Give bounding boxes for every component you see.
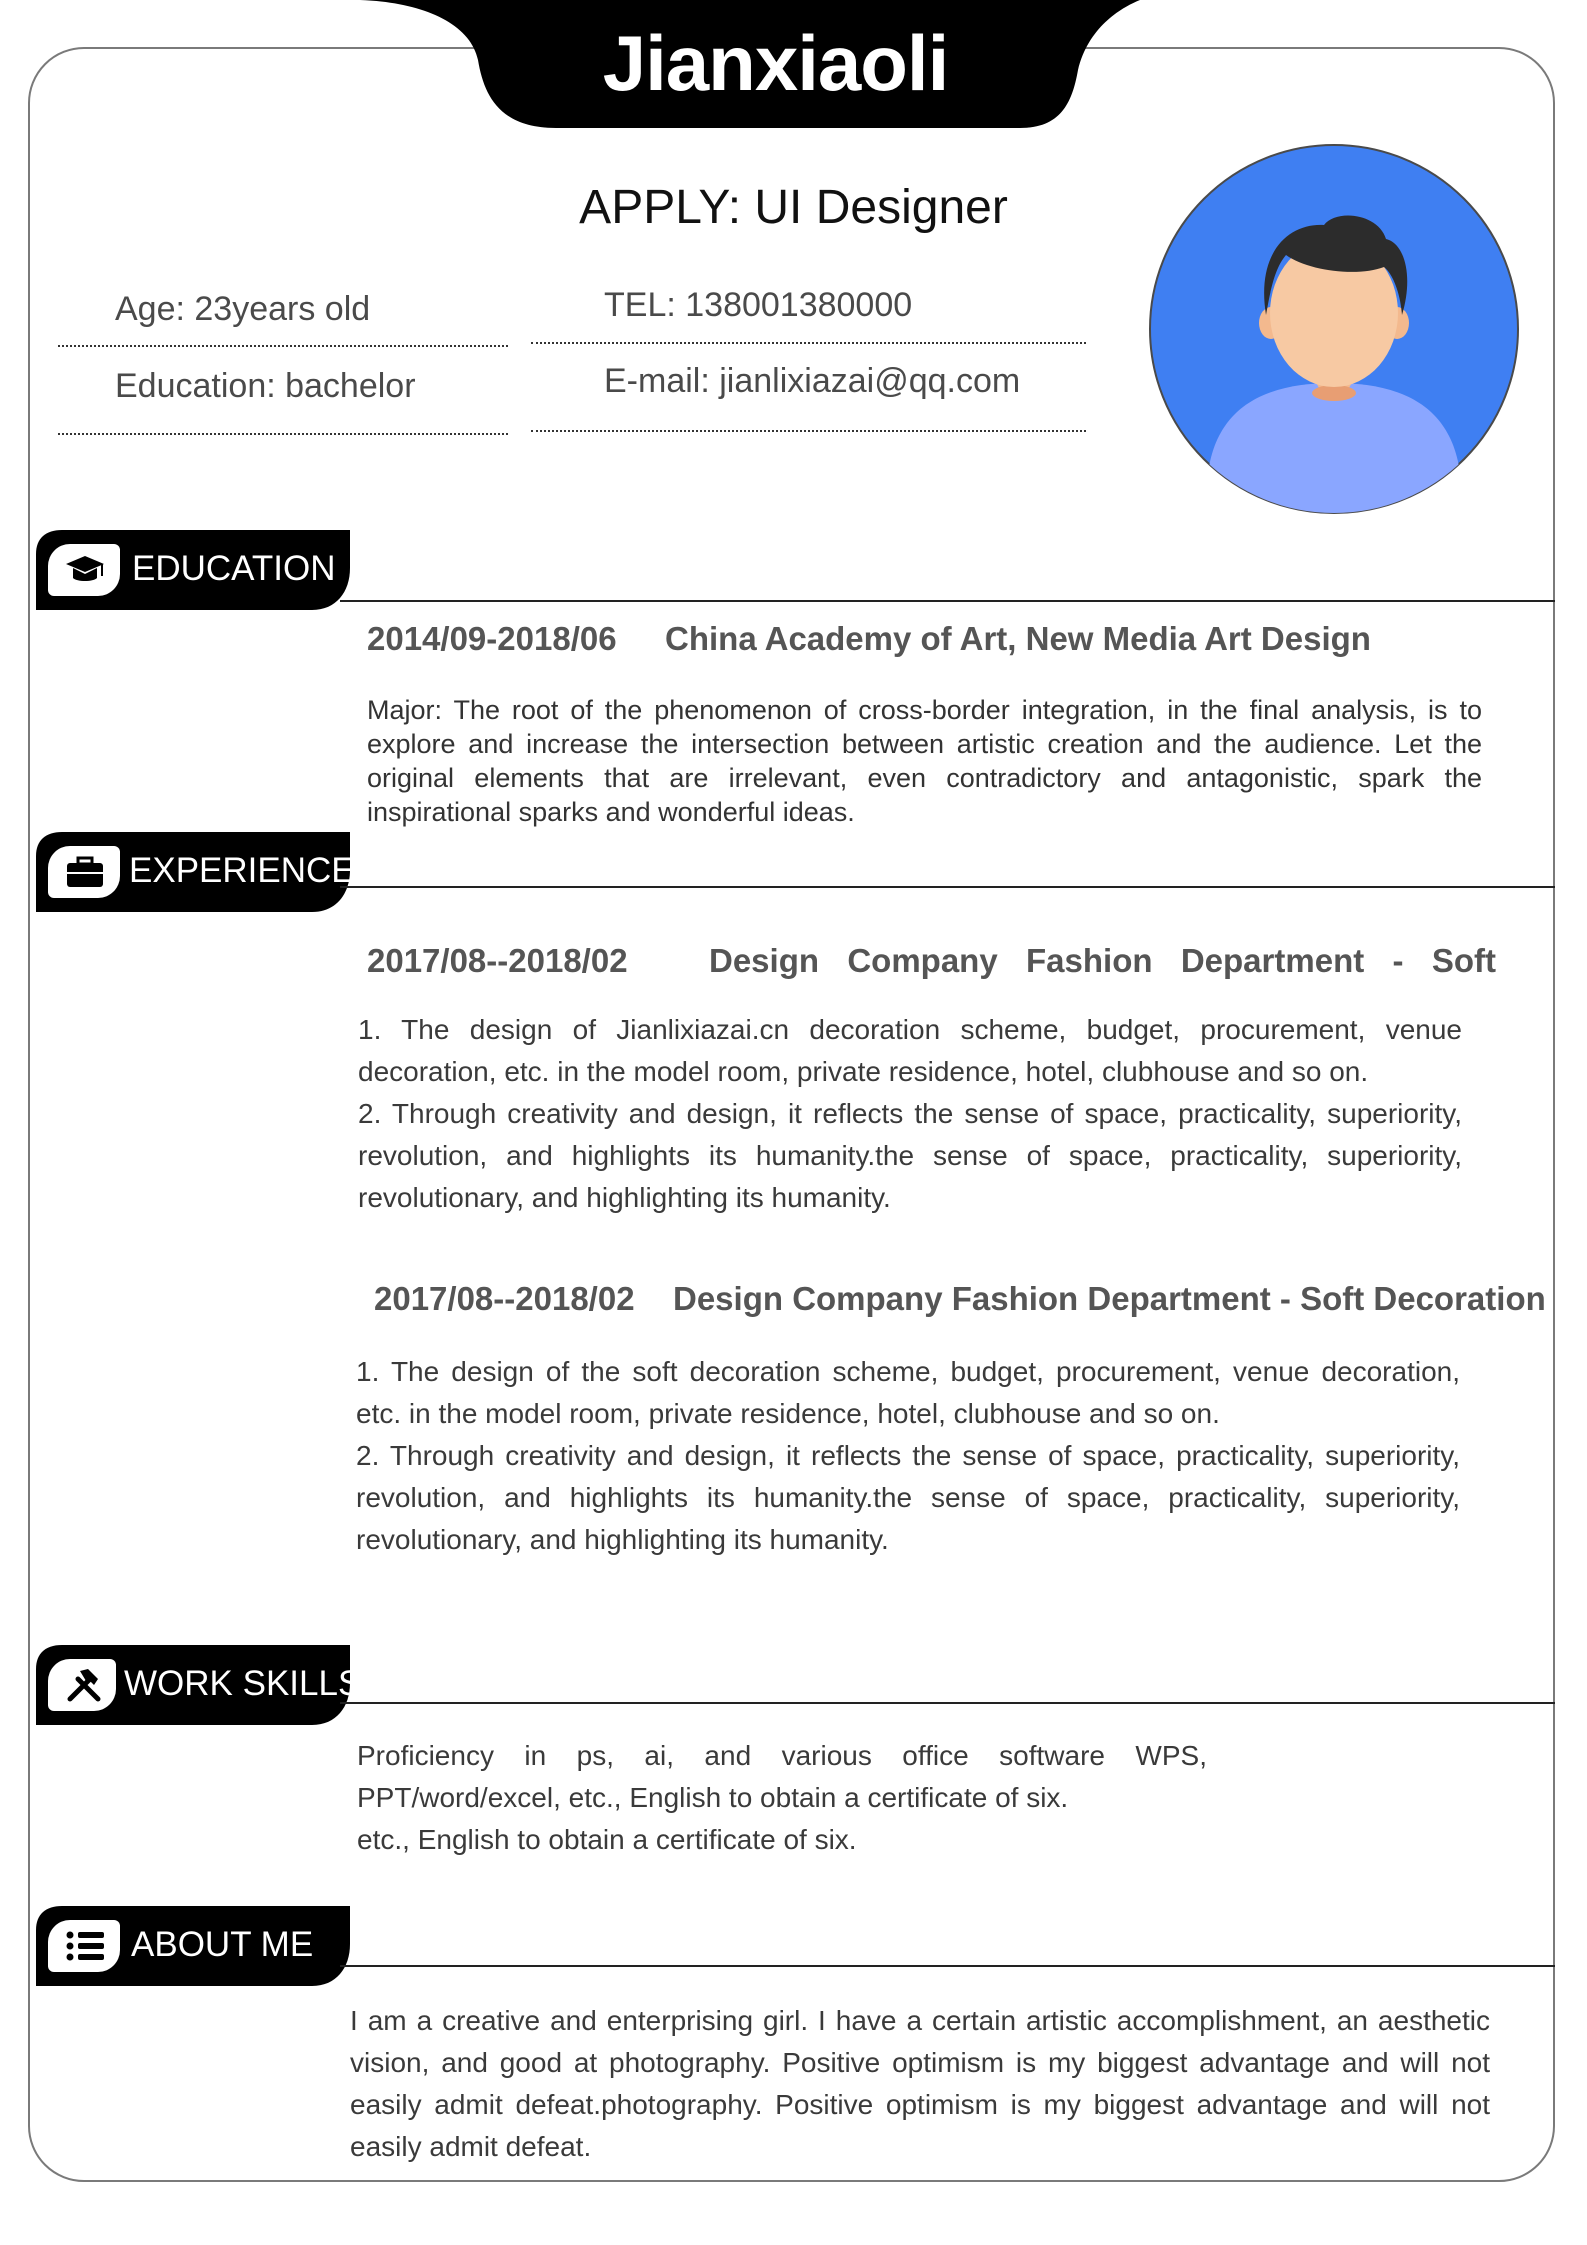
skills-description: [357, 1735, 1207, 1861]
education-section-tab: [36, 530, 350, 610]
experience-title: EXPERIENCE: [129, 851, 355, 890]
education-badge: [48, 544, 120, 596]
education-major: [367, 693, 1482, 829]
job-1-description: [358, 1009, 1462, 1219]
education-school: China Academy of Art, New Media Art Design: [665, 620, 1371, 657]
job-2-line-1: 1. The design of the soft decoration scheme, budget, procurement, venue decoration, etc. in the model room, private residence, hotel, clubhouse and so on.: [356, 1356, 1460, 1429]
section-rule: [340, 600, 1555, 602]
divider: [531, 430, 1086, 432]
section-rule: [340, 1965, 1555, 1967]
skills-badge: [48, 1659, 116, 1711]
tools-icon: [64, 1665, 106, 1705]
about-description: [350, 2000, 1490, 2168]
skills-title: WORK SKILLS: [124, 1664, 362, 1703]
job-2-description: [356, 1351, 1460, 1561]
skills-section-tab: [36, 1645, 362, 1725]
email-field: E-mail: jianlixiazai@qq.com: [604, 362, 1021, 400]
about-text: I am a creative and enterprising girl. I have a certain artistic accomplishment, an aesthetic vision, and good at photography. Positive optimism is my biggest advantage and will not easily admit defeat.photography. Positive optimism is my biggest advantage and will not easily admit defeat.: [350, 2005, 1490, 2162]
about-badge: [48, 1920, 120, 1972]
job-1-company: Design Company Fashion Department - Soft: [709, 942, 1496, 979]
about-title: ABOUT ME: [131, 1925, 314, 1964]
skills-text-1: Proficiency in ps, ai, and various office software WPS, PPT/word/excel, etc., English to obtain a certificate of six.: [357, 1740, 1207, 1813]
job-2-line-2: 2. Through creativity and design, it reflects the sense of space, practicality, superiority, revolution, and highlights its humanity.the sense of space, practicality, superiority, revolutionary, and highlighting its humanity.: [356, 1440, 1460, 1555]
education-major-text: Major: The root of the phenomenon of cross-border integration, in the final analysis, is to explore and increase the intersection between artistic creation and the audience. Let the original elements that are irrelevant, even contradictory and antagonistic, spark the inspirational sparks and wonderful ideas.: [367, 695, 1482, 827]
education-title: EDUCATION: [132, 549, 336, 588]
about-section-tab: [36, 1906, 350, 1986]
education-field: Education: bachelor: [115, 367, 416, 405]
job-2-period: 2017/08--2018/02: [374, 1280, 635, 1317]
divider: [58, 345, 508, 347]
tel-field: TEL: 138001380000: [604, 286, 913, 324]
applicant-name: Jianxiaoli: [602, 19, 949, 107]
experience-section-tab: [36, 832, 355, 912]
skills-text-2: etc., English to obtain a certificate of six.: [357, 1824, 857, 1855]
briefcase-icon: [64, 852, 106, 892]
age-field: Age: 23years old: [115, 290, 371, 328]
apply-position: APPLY: UI Designer: [579, 181, 1008, 234]
job-1-line-2: 2. Through creativity and design, it reflects the sense of space, practicality, superiority, revolution, and highlights its humanity.the sense of space, practicality, superiority, revolutionary, and highlighting its humanity.: [358, 1098, 1462, 1213]
section-rule: [340, 1702, 1555, 1704]
section-rule: [340, 886, 1555, 888]
graduation-cap-icon: [64, 550, 106, 590]
list-icon: [64, 1926, 106, 1966]
experience-badge: [48, 846, 120, 898]
job-2-company: Design Company Fashion Department - Soft Decoration: [673, 1280, 1546, 1317]
avatar: [1148, 143, 1520, 515]
job-1-line-1: 1. The design of Jianlixiazai.cn decoration scheme, budget, procurement, venue decoration, etc. in the model room, private residence, hotel, clubhouse and so on.: [358, 1014, 1462, 1087]
divider: [58, 433, 508, 435]
job-1-period: 2017/08--2018/02: [367, 942, 628, 979]
education-period: 2014/09-2018/06: [367, 620, 617, 657]
divider: [531, 342, 1086, 344]
